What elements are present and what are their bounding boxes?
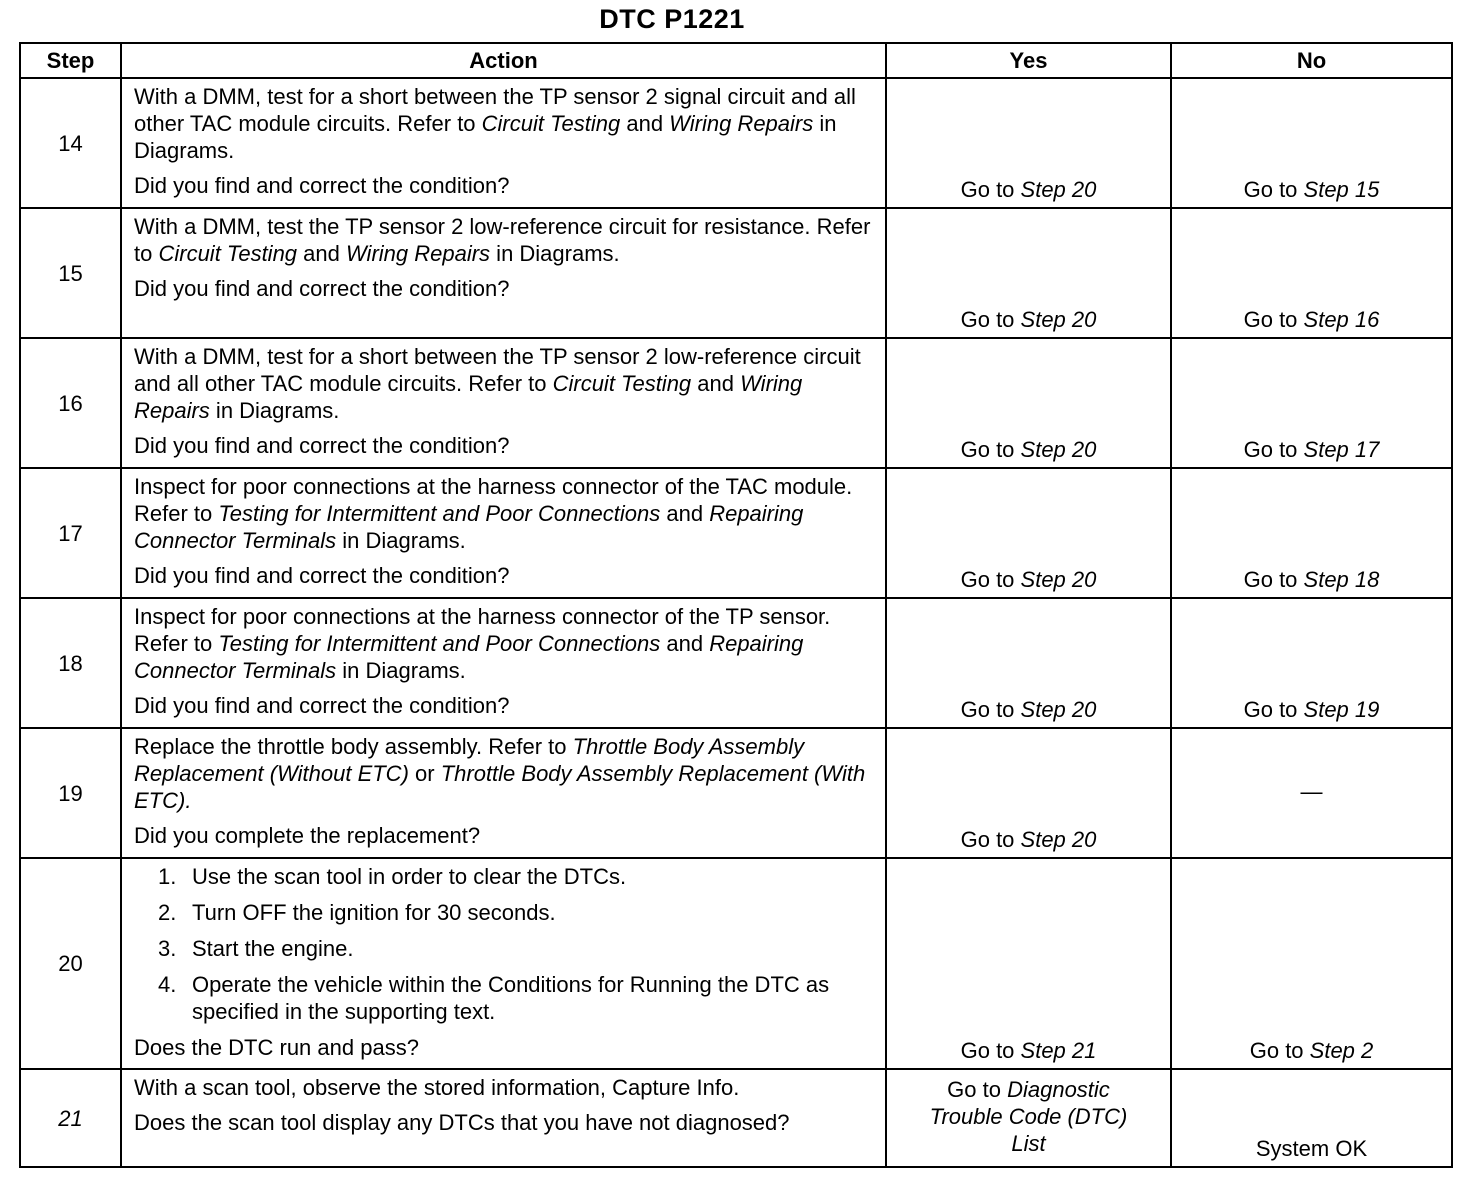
action-text xyxy=(134,1074,877,1101)
action-question: Did you find and correct the condition? xyxy=(134,433,510,458)
action-text-part: in Diagrams. xyxy=(209,398,340,423)
yes-cell xyxy=(886,598,1171,728)
yes-step-link[interactable]: Step 21 xyxy=(1020,1038,1097,1063)
action-text xyxy=(134,733,877,814)
diagnostic-table xyxy=(19,42,1453,1168)
list-item-text: Turn OFF the ignition for 30 seconds. xyxy=(192,900,556,925)
reference-title: Wiring Repairs xyxy=(345,241,491,266)
reference-title: Throttle Body Assembly Replacement (Without ETC) xyxy=(134,734,805,786)
page-title: DTC P1221 xyxy=(599,4,745,34)
action-text-part: and xyxy=(691,371,741,396)
step-number: 15 xyxy=(20,208,121,338)
action-text-part: With a scan tool, observe the stored information, Capture Info. xyxy=(134,1075,740,1100)
yes-cell xyxy=(886,728,1171,858)
table-row xyxy=(20,338,1452,468)
no-cell xyxy=(1171,728,1452,858)
table-body xyxy=(20,78,1452,1167)
no-prefix: Go to xyxy=(1243,307,1304,332)
action-text-part: With a DMM, test the TP sensor 2 low-reference circuit for resistance. Refer to xyxy=(134,214,871,266)
yes-step-link[interactable]: Step 20 xyxy=(1020,177,1097,202)
step-number: 16 xyxy=(20,338,121,468)
table-row xyxy=(20,728,1452,858)
yes-prefix: Go to xyxy=(960,567,1021,592)
yes-cell xyxy=(886,78,1171,208)
action-cell xyxy=(121,858,886,1069)
action-text-part: in Diagrams. xyxy=(336,658,466,683)
procedure-list xyxy=(134,863,877,1025)
reference-title: Testing for Intermittent and Poor Connections xyxy=(218,631,661,656)
action-question: Did you complete the replacement? xyxy=(134,823,481,848)
yes-cell xyxy=(886,858,1171,1069)
action-text-part: Inspect for poor connections at the harness connector of the TAC module. Refer to xyxy=(134,474,853,526)
yes-prefix: Go to xyxy=(960,827,1021,852)
list-item-number: 1. xyxy=(158,864,177,889)
list-item-number: 3. xyxy=(158,936,177,961)
list-item-text: Start the engine. xyxy=(192,936,354,961)
yes-cell xyxy=(886,208,1171,338)
list-item xyxy=(158,863,877,890)
action-question: Does the scan tool display any DTCs that you have not diagnosed? xyxy=(134,1110,790,1135)
no-step-link[interactable]: Step 18 xyxy=(1303,567,1380,592)
list-item-text: Use the scan tool in order to clear the DTCs. xyxy=(192,864,627,889)
action-text-part: in Diagrams. xyxy=(336,528,466,553)
action-text-part: and xyxy=(297,241,346,266)
reference-title: Circuit Testing xyxy=(481,111,621,136)
action-question: Did you find and correct the condition? xyxy=(134,563,510,588)
action-text-part: With a DMM, test for a short between the TP sensor 2 signal circuit and all other TAC module circuits. Refer to xyxy=(134,84,856,136)
step-number: 21 xyxy=(20,1069,121,1167)
no-step-link[interactable]: Step 16 xyxy=(1303,307,1380,332)
no-cell xyxy=(1171,208,1452,338)
no-cell xyxy=(1171,468,1452,598)
yes-prefix: Go to xyxy=(960,697,1021,722)
action-text-part: Inspect for poor connections at the harness connector of the TP sensor. Refer to xyxy=(134,604,831,656)
yes-prefix: Go to xyxy=(960,177,1021,202)
action-text-part: or xyxy=(408,761,441,786)
no-dash: — xyxy=(1300,778,1323,804)
yes-step-link[interactable]: Step 20 xyxy=(1020,307,1097,332)
yes-step-link[interactable]: Step 20 xyxy=(1020,827,1097,852)
no-prefix: Go to xyxy=(1243,177,1304,202)
table-header-row xyxy=(20,43,1452,78)
action-question: Did you find and correct the condition? xyxy=(134,276,510,301)
yes-prefix: Go to xyxy=(960,307,1021,332)
reference-title: Repairing Connector Terminals xyxy=(134,631,804,683)
no-result-text: System OK xyxy=(1255,1136,1368,1161)
action-text-part: and xyxy=(660,501,710,526)
no-prefix: Go to xyxy=(1243,437,1304,462)
action-cell xyxy=(121,78,886,208)
list-item-text: Operate the vehicle within the Conditions for Running the DTC as specified in the supporting text. xyxy=(192,972,830,1024)
action-text xyxy=(134,343,877,424)
no-step-link[interactable]: Step 2 xyxy=(1309,1038,1374,1063)
list-item xyxy=(158,935,877,962)
action-cell xyxy=(121,338,886,468)
step-number: 19 xyxy=(20,728,121,858)
reference-title: Testing for Intermittent and Poor Connections xyxy=(218,501,661,526)
no-step-link[interactable]: Step 19 xyxy=(1303,697,1380,722)
no-cell xyxy=(1171,78,1452,208)
step-number: 20 xyxy=(20,858,121,1069)
reference-title: Repairing Connector Terminals xyxy=(134,501,804,553)
yes-cell xyxy=(886,338,1171,468)
list-item xyxy=(158,899,877,926)
yes-cell xyxy=(886,1069,1171,1167)
no-step-link[interactable]: Step 17 xyxy=(1303,437,1380,462)
list-item-number: 2. xyxy=(158,900,177,925)
reference-title: Wiring Repairs xyxy=(134,371,803,423)
yes-text-wrap xyxy=(929,1076,1129,1157)
no-cell xyxy=(1171,598,1452,728)
action-question: Did you find and correct the condition? xyxy=(134,693,510,718)
action-cell xyxy=(121,1069,886,1167)
action-text xyxy=(134,213,877,267)
list-item-number: 4. xyxy=(158,972,177,997)
no-step-link[interactable]: Step 15 xyxy=(1303,177,1380,202)
no-prefix: Go to xyxy=(1243,567,1304,592)
action-cell xyxy=(121,598,886,728)
header-no: No xyxy=(1171,43,1452,78)
reference-title: Circuit Testing xyxy=(158,241,298,266)
yes-step-link[interactable]: Step 20 xyxy=(1020,697,1097,722)
action-text-part: in Diagrams. xyxy=(134,111,837,163)
table-row xyxy=(20,858,1452,1069)
action-question: Does the DTC run and pass? xyxy=(134,1035,419,1060)
yes-prefix: Go to xyxy=(960,437,1021,462)
action-text-part: With a DMM, test for a short between the TP sensor 2 low-reference circuit and all other TAC module circuits. Refer to xyxy=(134,344,861,396)
list-item xyxy=(158,971,877,1025)
step-number: 14 xyxy=(20,78,121,208)
action-text xyxy=(134,83,877,164)
action-cell xyxy=(121,468,886,598)
header-yes: Yes xyxy=(886,43,1171,78)
step-number: 17 xyxy=(20,468,121,598)
no-prefix: Go to xyxy=(1249,1038,1310,1063)
reference-title: Circuit Testing xyxy=(552,371,692,396)
no-cell xyxy=(1171,1069,1452,1167)
action-text xyxy=(134,603,877,684)
action-question: Did you find and correct the condition? xyxy=(134,173,510,198)
yes-cell xyxy=(886,468,1171,598)
reference-title: Wiring Repairs xyxy=(669,111,814,136)
header-step: Step xyxy=(20,43,121,78)
reference-title: Throttle Body Assembly Replacement (With ETC). xyxy=(134,761,866,813)
action-text xyxy=(134,473,877,554)
step-number: 18 xyxy=(20,598,121,728)
table-row xyxy=(20,78,1452,208)
action-text-part: and xyxy=(620,111,670,136)
action-cell xyxy=(121,728,886,858)
table-row xyxy=(20,598,1452,728)
no-prefix: Go to xyxy=(1243,697,1304,722)
no-cell xyxy=(1171,858,1452,1069)
action-text-part: Replace the throttle body assembly. Refer to xyxy=(134,734,573,759)
no-cell xyxy=(1171,338,1452,468)
table-row xyxy=(20,1069,1452,1167)
table-row xyxy=(20,208,1452,338)
yes-step-link[interactable]: Step 20 xyxy=(1020,567,1097,592)
header-action: Action xyxy=(121,43,886,78)
action-text-part: and xyxy=(660,631,710,656)
yes-prefix: Go to xyxy=(960,1038,1021,1063)
action-text-part: in Diagrams. xyxy=(490,241,620,266)
table-row xyxy=(20,468,1452,598)
yes-prefix: Go to xyxy=(947,1076,1008,1102)
action-cell xyxy=(121,208,886,338)
yes-step-link[interactable]: Step 20 xyxy=(1020,437,1097,462)
yes-step-link[interactable]: Diagnostic Trouble Code (DTC) List xyxy=(929,1076,1128,1156)
